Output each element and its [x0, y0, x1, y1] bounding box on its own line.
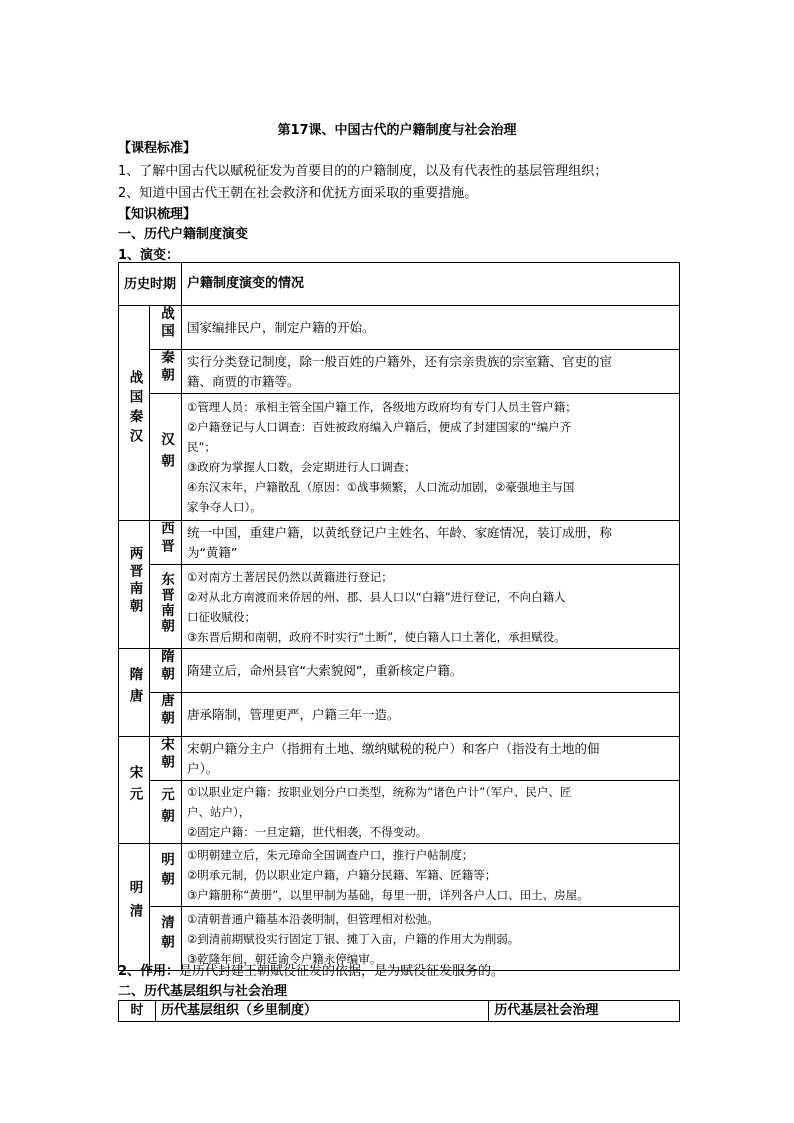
- effect-label: 2、作用：: [118, 964, 180, 979]
- header-period: 历史时期: [119, 263, 182, 306]
- content-cell: 宋朝户籍分主户（指拥有土地、缴纳赋税的税户）和客户（指没有土地的佃 户）。: [181, 737, 679, 781]
- dynasty-cell: 明朝: [149, 844, 181, 907]
- effect-line: [118, 960, 504, 979]
- content-cell: 国家编排民户，制定户籍的开始。: [181, 306, 679, 350]
- header-governance: 历代基层社会治理: [489, 1001, 680, 1022]
- era-cell: 隋唐: [119, 649, 150, 737]
- section-heading-2: 二、历代基层组织与社会治理: [118, 984, 288, 999]
- content-cell: 统一中国，重建户籍，以黄纸登记户主姓名、年龄、家庭情况，装订成册，称 为“黄籍”: [181, 521, 679, 565]
- era-cell: 宋元: [119, 737, 150, 844]
- header-content: 户籍制度演变的情况: [181, 263, 679, 306]
- dynasty-cell: 宋朝: [149, 737, 181, 781]
- dynasty-cell: 唐朝: [149, 693, 181, 737]
- household-registration-table: [118, 262, 680, 971]
- standard-item-1: 1、了解中国古代以赋税征发为首要目的的户籍制度，以及有代表性的基层管理组织；: [118, 164, 608, 179]
- dynasty-cell: 西晋: [149, 521, 181, 565]
- content-cell: ①以职业定户籍：按职业划分户口类型，统称为“诸色户计”（军户、民户、匠 户、站户）， ②固定户籍：一旦定籍，世代相袭，不得变动。: [181, 781, 679, 844]
- content-cell: 隋建立后，命州县官“大索貌阅”，重新核定户籍。: [181, 649, 679, 693]
- content-cell: ①对南方土著居民仍然以黄籍进行登记； ②对从北方南渡而来侨居的州、郡、县人口以“白籍”进行登记，不向白籍人 口征收赋役； ③东晋后期和南朝，政府不时实行“土断”，使白籍人口土著化，承担赋役。: [181, 565, 679, 649]
- page-title: 第17课、中国古代的户籍制度与社会治理: [277, 123, 517, 138]
- standard-item-2: 2、知道中国古代王朝在社会救济和优抚方面采取的重要措施。: [118, 186, 478, 201]
- dynasty-cell: 汉朝: [149, 394, 181, 521]
- dynasty-cell: 隋朝: [149, 649, 181, 693]
- dynasty-cell: 元朝: [149, 781, 181, 844]
- content-cell: 实行分类登记制度，除一般百姓的户籍外，还有宗亲贵族的宗室籍、官吏的宦 籍、商贾的市籍等。: [181, 350, 679, 394]
- grassroots-table: [118, 1000, 680, 1022]
- subsection-heading-evolution: 1、演变：: [118, 248, 180, 263]
- era-cell: 两晋南朝: [119, 521, 150, 649]
- section-heading-1: 一、历代户籍制度演变: [118, 227, 249, 242]
- content-cell: 唐承隋制，管理更严，户籍三年一造。: [181, 693, 679, 737]
- dynasty-cell: 战国: [149, 306, 181, 350]
- effect-text: 是历代封建王朝赋役征发的依据，是为赋役征发服务的。: [179, 964, 505, 979]
- header-period-short: 时: [119, 1001, 156, 1022]
- era-cell: 战国秦汉: [119, 306, 150, 521]
- header-organization: 历代基层组织（乡里制度）: [155, 1001, 488, 1022]
- dynasty-cell: 秦朝: [149, 350, 181, 394]
- content-cell: ①清朝普通户籍基本沿袭明制，但管理相对松弛。 ②到清前期赋役实行固定丁银、摊丁入亩，户籍的作用大为削弱。 ③乾隆年间，朝廷谕令户籍永停编审。: [181, 907, 679, 971]
- era-cell: 明清: [119, 844, 150, 971]
- knowledge-heading: 【知识梳理】: [118, 207, 197, 222]
- dynasty-cell: 东晋南朝: [149, 565, 181, 649]
- content-cell: ①管理人员：承相主管全国户籍工作，各级地方政府均有专门人员主管户籍； ②户籍登记与人口调查：百姓被政府编入户籍后，便成了封建国家的“编户齐 民”； ③政府为掌握人口数，会定期进行人口调查； ④东汉末年，户籍散乱（原因：①战事频繁，人口流动加剧，②豪强地主与国 家争夺人口）。: [181, 394, 679, 521]
- content-cell: ①明朝建立后，朱元璋命全国调查户口，推行户帖制度； ②明承元制，仍以职业定户籍，户籍分民籍、军籍、匠籍等； ③户籍册称“黄册”，以里甲制为基础，每里一册，详列各户人口、田土、房屋。: [181, 844, 679, 907]
- course-standard-heading: 【课程标准】: [118, 141, 197, 156]
- dynasty-cell: 清朝: [149, 907, 181, 971]
